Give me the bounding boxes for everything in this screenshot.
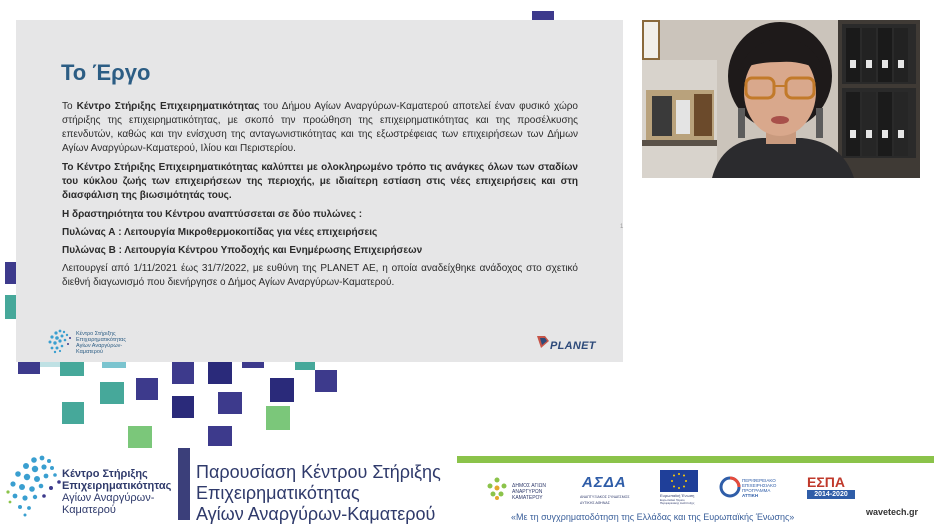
slide-pillar-b: Πυλώνας Β : Λειτουργία Κέντρου Υποδοχής και Ενημέρωσης Επιχειρήσεων bbox=[62, 245, 423, 256]
eu-flag-icon bbox=[660, 470, 698, 492]
presentation-slide bbox=[16, 20, 623, 362]
espa-logo: ΕΣΠΑ 2014-2020 bbox=[805, 474, 857, 502]
slide-pillar-a: Πυλώνας Α : Λειτουργία Μικροθερμοκοιτίδας για νέες επιχειρήσεις bbox=[62, 227, 378, 238]
dimos-logo: ΔΗΜΟΣ ΑΓΙΩΝ ΑΝΑΡΓΥΡΩΝ ΚΑΜΑΤΕΡΟΥ bbox=[486, 477, 568, 501]
slide-paragraph-coverage: Το Κέντρο Στήριξης Επιχειρηματικότητας καλύπτει με ολοκληρωμένο τρόπο τις ανάγκες όλων των σταδίων του κύκλου ζωής των επιχειρήσεων της περιοχής, με ιδιαίτερη εστίαση στις νέες επιχειρήσεις και στη διασφάλιση της βιωσιμότητάς τους. bbox=[62, 162, 578, 201]
slide-paragraph-operation: Λειτουργεί από 1/11/2021 έως 31/7/2022, με ευθύνη της PLANET AE, η οποία αναδείχθηκε ανάδοχος στο σχετικό διεθνή διαγωνισμό που διενήργησε ο Δήμος Αγίων Αναργύρων-Καματερού. bbox=[62, 263, 578, 288]
slide-paragraph-intro: Το Κέντρο Στήριξης Επιχειρηματικότητας του Δήμου Αγίων Αναργύρων-Καματερού αποτελεί έναν φυσικό χώρο στήριξης της επιχειρηματικότητας, με σκοπό την προώθηση της επιχειρηματικότητας και της προσέλκυσης επενδυτών, καθώς και την ενίσχυση της ανταγωνιστικότητας και της εξωστρέφειας των επιχειρήσεων των Δήμων Αγίων Αναργύρων-Καματερού, Ιλίου και Περιστερίου. bbox=[62, 101, 578, 154]
wavetech-watermark: wavetech.gr bbox=[866, 507, 919, 517]
slide-title: Το Έργο bbox=[61, 60, 151, 85]
planet-mark-icon bbox=[536, 334, 550, 350]
dimos-emblem-icon bbox=[486, 477, 508, 501]
kss-footer-logo-text: Κέντρο Στήριξης Επιχειρηματικότητας Αγίων Αναργύρων- Καματερού bbox=[62, 468, 172, 516]
footer-green-bar bbox=[457, 456, 934, 463]
webcam-presenter-image bbox=[642, 20, 920, 178]
cofunding-statement: «Με τη συγχρηματοδότηση της Ελλάδας και της Ευρωπαϊκής Ένωσης» bbox=[511, 512, 795, 522]
pep-attiki-logo: ΠΕΡΙΦΕΡΕΙΑΚΟ ΕΠΙΧΕΙΡΗΣΙΑΚΟ ΠΡΟΓΡΑΜΜΑ ΑΤΤΙΚΗ bbox=[720, 477, 782, 503]
kss-dots-icon bbox=[4, 452, 64, 520]
eu-logo: Ευρωπαϊκή Ένωση Ευρωπαϊκό Ταμείο Περιφερειακής Ανάπτυξης bbox=[660, 470, 700, 506]
pep-emblem-icon bbox=[720, 477, 740, 497]
kss-logo-small-text: Κέντρο Στήριξης Επιχειρηματικότητας Αγίων Αναργύρων- Καματερού bbox=[76, 331, 126, 355]
kss-footer-logo bbox=[4, 452, 179, 520]
footer-presentation-title: Παρουσίαση Κέντρου Στήριξης Επιχειρηματικότητας Αγίων Αναργύρων-Καματερού bbox=[196, 462, 441, 524]
planet-logo: PLANET bbox=[536, 332, 606, 354]
slide-body bbox=[62, 100, 578, 295]
kss-dots-icon bbox=[46, 327, 76, 355]
footer-divider bbox=[178, 448, 190, 520]
webcam-video bbox=[642, 20, 920, 178]
slide-paragraph-pillars-intro: Η δραστηριότητα του Κέντρου αναπτύσσεται σε δύο πυλώνες : bbox=[62, 209, 363, 220]
kss-logo-small bbox=[46, 327, 136, 357]
asda-logo: ΑΣΔΑ ΑΝΑΠΤΥΞΙΑΚΟΣ ΣΥΝΔΕΣΜΟΣ ΔΥΤΙΚΗΣ ΑΘΗΝΑΣ bbox=[580, 474, 630, 505]
slide-page-marker: 1 bbox=[620, 224, 624, 230]
